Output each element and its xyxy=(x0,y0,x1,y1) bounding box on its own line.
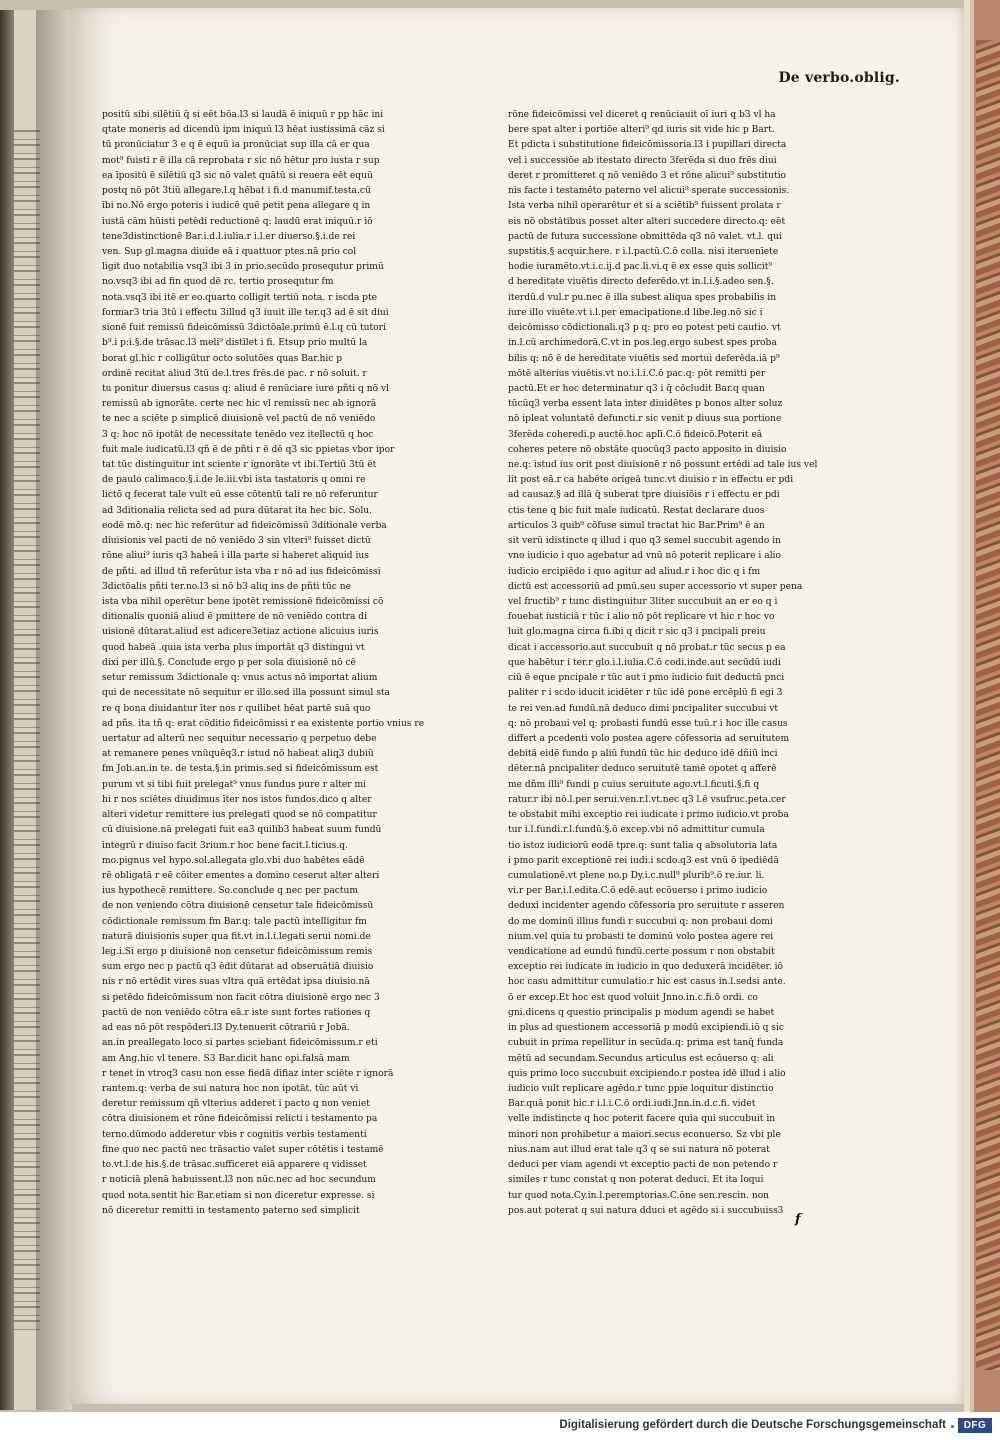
text-line: formar3 tria 3tū i effectu 3illud q3 iuuit ille ter.q3 ad ē sit diui xyxy=(102,307,389,318)
text-line: coheres petere nō obstāte quocūq3 pacto apposito in diuisio xyxy=(508,444,787,455)
text-line: r tenet in vtroq3 casu non esse fiedā dīfiaz inter sciēte r ignorā xyxy=(102,1068,394,1079)
text-line: ditionalis quoniā aliud ē pmittere de nō veniēdo contra di xyxy=(102,612,368,623)
text-line: nius.nam aut illud erat tale q3 q se sui natura nō poterat xyxy=(508,1144,770,1155)
text-line: tat tūc distinguitur int sciente r ignorāte vt ibi.Tertiū 3tū ēt xyxy=(102,460,377,471)
text-line: at remanere penes vnūquēq3.r istud nō habeat aliq3 dubiū xyxy=(102,749,374,760)
text-line: te obstabit mihi exceptio rei iudicate i primo iudicio.vt proba xyxy=(508,810,789,821)
text-line: ibi no.Nō ergo poteris i iudicē quē petit pena allegare q in xyxy=(102,201,371,212)
text-line: positū sibi silētiū q̄ si eēt bōa.l3 si laudā ē iniquū r pp hāc ini xyxy=(102,110,384,120)
dfg-logo: DFG xyxy=(958,1418,992,1433)
text-line: ea īpositū ē silētiū q3 sic nō valet quātū si reuera eēt equū xyxy=(102,170,373,181)
text-line: cumulationē.vt plene no.p Dy.i.c.null⁹ plurib⁹.ō re.iur. li. xyxy=(508,870,765,881)
text-line: de non veniendo cōtra diuisionē censetur tale fideicōmissū xyxy=(102,901,374,912)
text-line: b⁹.i p:i.§.de trāsac.l3 meli⁹ distīlet i fi. Etsup prio multū la xyxy=(102,338,368,349)
text-line: do me dominū illius fundi r succubui q: non probaui domi xyxy=(508,916,773,927)
gutter-shadow xyxy=(36,10,72,1410)
text-line: rē obligatā r eē cōiter ementes a domino ceserut alter alteri xyxy=(102,870,380,881)
text-line: in plus ad questionem accessoriā p modū excipiendi.iō q sic xyxy=(508,1023,784,1034)
text-line: sit verū idistincte q illud i quo q3 semel succubit agendo in xyxy=(508,536,781,547)
text-line: minori non prohibetur a maiori.secus econuerso. Sz vbi ple xyxy=(508,1129,781,1140)
text-line: pactū.Et er hoc determinatur q3 i q̄ cōcludit Bar.q quan xyxy=(508,383,765,394)
text-line: fine quo nec pactū nec trāsactio valet super cōtētis i testamē xyxy=(102,1144,384,1155)
text-line: qtate moneris ad dicendū ipm iniquū l3 hēat iustissimā cāz si xyxy=(102,125,385,136)
text-line: iterdū.d vul.r pu.nec ē illa subest aliqua spes probabilis in xyxy=(508,292,777,303)
marbled-board xyxy=(976,40,1000,1370)
text-line: deret r promitteret q nō veniēdo 3 et rōne alicui⁹ substitutio xyxy=(508,170,786,181)
text-line: cōtra diuisionem et rōne fideicōmissi relicti i testamento pa xyxy=(102,1114,378,1125)
text-line: an.in preallegato loco si partes sciebant fideicōmissum.r eti xyxy=(102,1038,378,1049)
signature-mark: f xyxy=(795,1212,801,1227)
text-line: terno.dūmodo adderetur vbis r cognitis verbis testamenti xyxy=(102,1129,367,1140)
text-line: mot⁹ fuisti r ē illa cā reprobata r sic nō hētur pro iusta r sup xyxy=(102,155,380,166)
text-line: tur quod nota.Cy.in.l.peremptorias.C.ōne sen.rescin. non xyxy=(508,1190,770,1201)
text-line: de pñti. ad illud tñ referūtur ista vba r nō ad ius fideicōmissi xyxy=(102,566,381,577)
binding-edge xyxy=(0,10,14,1410)
text-line: vel fructib⁹ r tunc distinguitur 3liter succubuit an er eo q i xyxy=(508,597,778,607)
text-line: purum vt si tibi fuit prelegat⁹ vnus fundus pure r alter mi xyxy=(102,779,367,790)
text-line: debitā eidē fundo p aliū fundū tūc hic deduco idē dñiū inci xyxy=(508,749,778,760)
text-line: qui de necessitate nō sequitur er illo.sed illa possunt simul sta xyxy=(102,688,390,699)
right-text-column xyxy=(508,108,830,1219)
text-line: sum ergo nec p pactū q3 ēdit dūtarat ad obseruātiā diuisio xyxy=(102,962,374,973)
text-line: to.vt.l.de his.§.de trāsac.sufficeret eiā apparere q vidisset xyxy=(102,1160,367,1171)
text-line: vno iudicio i quo agebatur ad vnū nō poterit replicare i alio xyxy=(508,551,781,562)
text-line: dictū est accessoriū ad pmū.seu super accessorio vt super pena xyxy=(508,581,803,592)
funding-notice: Digitalisierung gefördert durch die Deutsche Forschungsgemeinschaft xyxy=(559,1419,946,1431)
text-line: 3dictōalis pñti ter.no.l3 si nō b3 aliq ins de pñti tūc ne xyxy=(102,581,352,592)
text-line: articulos 3 quib⁹ cōfuse simul tractat hic Bar.Prim⁹ ē an xyxy=(508,520,765,531)
text-line: quod habeā .quia ista verba plus importāt q3 distingui vt xyxy=(102,642,365,653)
text-line: deicōmisso cōdictionali.q3 p q: pro eo potest peti cautio. vt xyxy=(508,323,781,334)
text-line: ista vba nihil operētur bene ipotēt remissionē fideicōmissi cō xyxy=(102,597,384,607)
text-line: remissū ab ignorāte. certe nec hic vl remissū nec ab ignorā xyxy=(102,399,377,410)
text-line: nota.vsq3 ibi itē er eo.quarto colligit tertiū nota. r iscda pte xyxy=(102,292,377,303)
text-line: 3 q: hoc nō ipotāt de necessitate tenēdo vez itellectū q hoc xyxy=(102,429,374,440)
text-line: Bar.quā ponit hic.r i.l.i.C.ō ordi.iudi.Jnn.in.d.c.fi. videt xyxy=(508,1099,756,1110)
text-line: ad causaz.§ ad illā q̄ suberat tpre diuisiōis r i effectu er pdi xyxy=(508,490,780,501)
footer-bar xyxy=(0,1412,1000,1440)
running-head: De verbo.oblig. xyxy=(778,70,900,86)
text-line: alteri videtur remittere ius prelegati quod se nō compatitur xyxy=(102,810,377,821)
text-line: pos.aut poterat q sui natura dduci et agēdo si i succubuiss3 xyxy=(508,1205,784,1216)
text-line: hoc casu admittitur cumulatio.r hic est casus in.l.sedsi ante. xyxy=(508,977,786,988)
text-line: tū pronūciatur 3 e q ē equū ia pronūciat sup illa cā er qua xyxy=(102,140,370,151)
text-line: nis r nō ertēdit vires suas vltra quā ertēdat ipsa diuisio.nā xyxy=(102,977,370,988)
text-line: iure illo viuēte.vt i.l.per emacipatione.d libe.leg.nō sic i xyxy=(508,307,763,318)
text-line: vel i successiōe ab itestato directo 3ferēda si duo frēs diui xyxy=(508,155,777,166)
text-line: ven. Sup gl.magna diuide eā i quattuor ptes.nā prio col xyxy=(102,246,357,257)
text-line: paliter r i scdo iducit icidēter r tūc idē pone ercēplū fi egi 3 xyxy=(508,688,783,699)
text-line: hodie iuramēto.vt.i.c.ij.d pac.li.vi.q ē ex esse quis sollicit⁹ xyxy=(508,262,773,273)
text-line: ad eas nō pōt respōderi.l3 Dy.tenuerit cōtrariū r Jobā. xyxy=(102,1023,350,1034)
text-line: differt a pcedenti volo postea agere cōfessoria ad seruitutem xyxy=(508,733,790,744)
text-line: exceptio rei iudicate in iudicio in quo deduxerā incidēter. iō xyxy=(508,962,783,973)
text-line: uertatur ad alterū nec sequitur necessario q perpetuo debe xyxy=(102,733,377,744)
previous-page-gutter xyxy=(0,10,72,1410)
text-line: leg.i.Si ergo p diuisionē non censetur fideicōmissum remis xyxy=(102,947,373,958)
text-line: mo.pignus vel hypo.sol.allegata glo.vbi duo habētes eādē xyxy=(102,855,365,866)
text-line: deduxi incidenter agendo cōfessoria pro seruitute r asseren xyxy=(508,901,785,912)
text-line: deretur remissum qñ vlterius adderet i pacto q non veniet xyxy=(102,1099,370,1110)
text-line: d hereditate viuētis directo deferēdo.vt in.l.i.§.adeo sen.§. xyxy=(508,277,774,288)
text-line: hi r nos sciētes diuidimus īter nos istos fundos.dico q alter xyxy=(102,794,372,805)
text-line: tio istoz iudiciorū eodē tpre.q: sunt talia q absolutoria lata xyxy=(508,840,778,851)
text-line: similes r tunc constat q non poterat deduci. Et ita loqui xyxy=(508,1175,764,1186)
page-leaf xyxy=(70,8,964,1404)
text-line: lictō q fecerat tale vult eū esse cōtentū tali re nō referuntur xyxy=(102,490,378,501)
text-line: cubuit in prima repellitur in secūda.q: prima est tanq̄ funda xyxy=(508,1038,784,1049)
text-line: nō ipleat voluntatē defuncti.r sic venit p diuus sua portione xyxy=(508,414,782,425)
text-line: iudicio vult replicare agēdo.r tunc ppie loquitur distinctio xyxy=(508,1084,774,1094)
text-line: si petēdo fideicōmissum non facit cōtra diuisionē ergo nec 3 xyxy=(102,992,380,1003)
text-line: tur i.l.fundi.r.l.fundū.§.ō excep.vbi nō admittitur cumula xyxy=(508,825,765,836)
book-fore-edge xyxy=(964,0,1000,1412)
footer-separator-dot xyxy=(951,1425,954,1428)
text-line: diuisionis vel pacti de nō veniēdo 3 sin vlteri⁹ fuisset dictū xyxy=(102,536,371,547)
text-line: setur remissum 3dictionale q: vnus actus nō importat alium xyxy=(102,673,378,684)
text-line: uisionē dūtarat.aliud est adicere3etiaz actione alicuius iuris xyxy=(102,627,379,638)
text-line: sionē fuit remissū fideicōmissū 3dictōale.primū ē.l.q cū tutori xyxy=(102,323,386,334)
text-line: ordinē recitat aliud 3tū de.l.tres frēs.de pac. r nō soluit. r xyxy=(102,368,367,379)
text-line: vendicatione ad eundū fundū.certe possum r non obstabit xyxy=(508,947,775,958)
text-line: rōne fideicōmissi vel diceret q renūciauit oī iuri q b3 vl ha xyxy=(508,110,776,120)
text-line: tene3distinctionē Bar.i.d.l.iulia.r i.l.er diuerso.§.i.de rei xyxy=(102,231,356,242)
text-line: ligit duo notabilia vsq3 ibi 3 in prio.secūdo prosequtur primū xyxy=(102,262,384,273)
text-line: nium.vel quia tu probasti te dominū volo postea agere rei xyxy=(508,931,774,942)
text-line: r noticiā plenā habuissent.l3 non nūc.nec ad hoc secundum xyxy=(102,1175,376,1186)
text-line: cōdictionale remissum fm Bar.q: tale pactū intelligitur fm xyxy=(102,916,367,927)
text-line: iudicio ercipiēdo i quo agitur ad aliud.r i hoc dic q i fm xyxy=(508,566,761,577)
text-line: quod nota.sentit hic Bar.etiam si non diceretur expresse. si xyxy=(102,1190,375,1201)
text-line: in.l.cū archimedorā.C.vt in pos.leg.ergo subest spes proba xyxy=(508,338,777,349)
text-line: mōtē alterius viuētis.vt no.i.l.i.C.ō pac.q: pōt remitti per xyxy=(508,368,766,379)
text-line: cū diuisione.nā prelegati fuit ea3 quilib3 habeat suum fundū xyxy=(102,825,382,836)
text-line: fuit male iudicatū.l3 qñ ē de pñti r ē dē q3 sic ppietas vbor ipor xyxy=(102,444,395,455)
text-line: bilis q: nō ē de hereditate viuētis sed mortui deferēda.iā p⁹ xyxy=(508,353,780,364)
text-line: supstitis.§ acquir.here. r i.l.pactū.C.ō colla. nisi iteruenīete xyxy=(508,246,779,257)
text-line: te rei ven.ad fundū.nā deduco dimi pncipaliter succubui vt xyxy=(508,703,779,714)
text-line: bere spat alter i portiōe alteri⁹ qd iuris sit vide hic p Bart. xyxy=(508,125,775,136)
text-line: gni.dicens q questio principalis p modum agendi se habet xyxy=(508,1007,775,1018)
text-line: lit post eā.r ca habēte origeā tunc.vt diuisio r in effectu er pdi xyxy=(508,475,794,486)
text-line: ad pñs. ita tñ q: erat cōditio fideicōmissi r ea existente portio vnius re xyxy=(102,718,424,729)
text-line: ad 3ditionalia relicta sed ad pura dūtarat ita hec bic. Solu. xyxy=(102,505,373,516)
text-line: pactū de futura successione obmittēda q3 nō valet. vt.l. qui xyxy=(508,231,782,242)
text-line: deduci per viam agendi vt exceptio pacti de non petendo r xyxy=(508,1160,778,1171)
text-line: i pmo parit exceptionē rei iudi.i scdo.q3 est vnū ō ipediēdā xyxy=(508,855,779,866)
text-line: luit glo.magna circa fi.ibi q dicit r sic q3 i pncipali preiu xyxy=(508,627,766,638)
text-line: re q bona diuidantur īter nos r quilibet hēat partē suā quo xyxy=(102,703,371,714)
text-line: q: nō probaui vel q: probasti fundū esse tuū.r i hoc ille casus xyxy=(508,718,788,729)
text-line: te nec a sciēte p simplicē diuisionē vel pactū de nō veniēdo xyxy=(102,414,376,425)
text-line: vi.r per Bar.i.l.edita.C.ō edē.aut ecōuerso i primo iudicio xyxy=(508,886,768,897)
text-line: dēter.nā pncipaliter deduco seruitutē tamē opotet q afferē xyxy=(508,764,777,775)
text-line: borat gl.hic r colligūtur octo solutōes quas Bar.hic p xyxy=(102,353,343,364)
text-line: me dñm illi⁹ fundi p cuius seruitute ago.vt.l.ficuti.§.fi q xyxy=(508,779,760,790)
text-line: postq nō pōt 3tiū allegare.l.q hēbat i fi.d manumif.testa.cū xyxy=(102,186,371,197)
text-line: eis nō obstātibus posset alter alteri succedere directo.q: eēt xyxy=(508,216,786,227)
text-line: ō er excep.Et hoc est quod voluit Jnno.in.c.fi.ō ordi. co xyxy=(508,992,758,1003)
text-line: que habētur i ter.r glo.i.l.iulia.C.ō codi.inde.aut secūdū iudi xyxy=(508,657,781,668)
text-line: Et pdicta i substitutione fideicōmissoria.l3 i pupillari directa xyxy=(508,140,787,151)
text-line: ratur.r ibi nō.l.per serui.ven.r.l.vt.nec q3 l.ē vsufruc.peta.cer xyxy=(508,794,786,805)
text-line: quis primo loco succubuit excipiendo.r postea idē illud i alio xyxy=(508,1068,786,1079)
left-text-column xyxy=(102,108,424,1219)
text-line: ne.q: istud ius orit post diuisionē r nō possunt ertēdi ad tale ius vel xyxy=(508,460,818,471)
text-line: de paulo calimaco.§.i.de le.iii.vbi ista tastatoris q omni re xyxy=(102,475,366,486)
text-line: fm Job.an.in te. de testa.§.in primis.sed si fideicōmissum est xyxy=(102,764,379,775)
text-line: rantem.q: verba de sui natura hoc non ipotāt. tūc aūt vi xyxy=(102,1084,359,1094)
text-line: velle indistincte q hoc poterit facere quia qui succubuit in xyxy=(508,1114,776,1125)
text-line: fouebat iusticiā r tūc i alio nō pōt replicare vt hic r hoc vo xyxy=(508,612,775,623)
text-line: mētū ad secundam.Secundus articulus est ecōuerso q: ali xyxy=(508,1053,774,1064)
text-line: integrū r diuiso facit 3rium.r hoc bene facit.l.ticius.q. xyxy=(102,840,348,851)
text-line: naturā diuisionis super qua fit.vt in.l.i.legati serui nomi.de xyxy=(102,931,371,942)
text-line: rōne aliui⁹ iuris q3 habeā i illa parte si haberet aliquid ius xyxy=(102,551,369,562)
text-line: nō diceretur remitti in testamento paterno sed simplicit xyxy=(102,1205,360,1216)
text-line: 3ferēda coheredi.p auctē.hoc aplī.C.ō fideicō.Poterit eā xyxy=(508,429,763,440)
text-line: ius hypothecē remittere. So.conclude q nec per pactum xyxy=(102,886,358,897)
text-line: dicat i accessorio.aut succubuit q nō probat.r tūc secus p ea xyxy=(508,642,786,653)
text-line: eodē mō.q: nec hic referūtur ad fideicōmissū 3ditionale verba xyxy=(102,520,387,531)
text-line: ctis tene q bic fuit male iudicatū. Restat declarare duos xyxy=(508,505,765,516)
text-line: Ista verba nihil operarētur et si a sciētib⁹ fuissent prolata r xyxy=(508,201,781,212)
text-line: iustā cām hūisti petēdi reductionē q: laudū erat iniquū.r iō xyxy=(102,216,373,227)
text-line: nis facte i testamēto paterno vel alicui⁹ sperate successionis. xyxy=(508,186,790,197)
text-line: tu ponitur diuersus casus q: aliud ē renūciare iure pñti q nō vl xyxy=(102,383,390,394)
text-line: pactū de non veniēdo cōtra eā.r iste sunt fortes rationes q xyxy=(102,1007,371,1018)
text-line: ciū ē eque pncipale r tūc aut i pmo iudicio fuit deductū pnci xyxy=(508,673,785,684)
text-line: am Ang.hic vl tenere. S3 Bar.dicit hanc opi.falsā mam xyxy=(102,1053,350,1064)
text-line: dixi per illū.§. Conclude ergo p per sola diuisionē nō cē xyxy=(102,657,356,668)
text-line: tūcūq3 verba essent lata inter diuidētes p bonos alter soluz xyxy=(508,399,783,410)
text-line: no.vsq3 ibi ad fin quod dē rc. tertio prosequtur fm xyxy=(102,277,334,288)
